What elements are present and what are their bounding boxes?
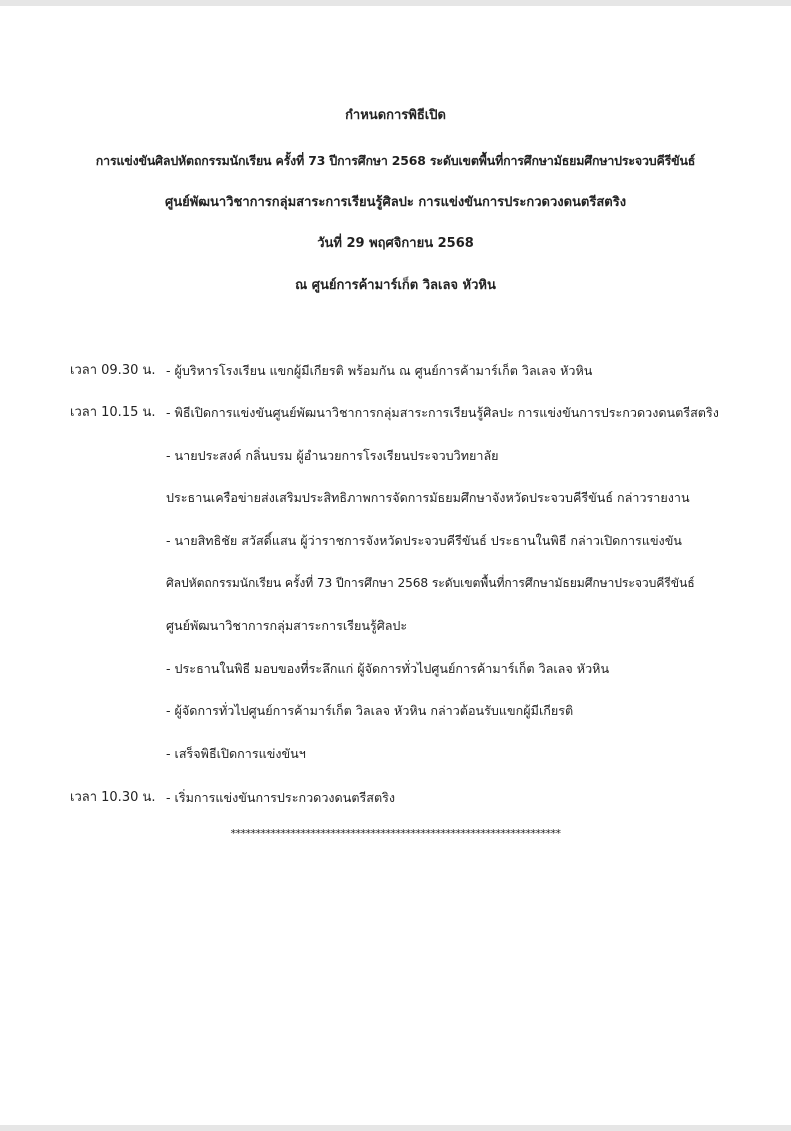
schedule-item-arrival: - ผู้บริหารโรงเรียน แขกผู้มีเกียรติ พร้อมกัน ณ ศูนย์การค้ามาร์เก็ต วิลเลจ หัวหิน bbox=[166, 363, 593, 378]
schedule-time-1030: เวลา 10.30 น. bbox=[70, 790, 156, 805]
competition-title: การแข่งขันศิลปหัตถกรรมนักเรียน ครั้งที่ 73 ปีการศึกษา 2568 ระดับเขตพื้นที่การศึกษามัธยมศึกษาประจวบคีรีขันธ์ bbox=[95, 153, 696, 168]
document-page bbox=[0, 6, 791, 1125]
schedule-item-opening: - พิธีเปิดการแข่งขันศูนย์พัฒนาวิชาการกลุ่มสาระการเรียนรู้ศิลปะ การแข่งขันการประกวดวงดนตรีสตริง bbox=[166, 405, 719, 420]
schedule-item-reporter: - นายประสงค์ กลิ่นบรม ผู้อำนวยการโรงเรียนประจวบวิทยาลัย bbox=[166, 448, 499, 463]
schedule-item-chairman-cont2: ศูนย์พัฒนาวิชาการกลุ่มสาระการเรียนรู้ศิลปะ bbox=[166, 618, 408, 633]
schedule-item-chairman: - นายสิทธิชัย สวัสดิ์แสน ผู้ว่าราชการจังหวัดประจวบคีรีขันธ์ ประธานในพิธี กล่าวเปิดการแข่งขัน bbox=[166, 533, 682, 548]
schedule-item-welcome: - ผู้จัดการทั่วไปศูนย์การค้ามาร์เก็ต วิลเลจ หัวหิน กล่าวต้อนรับแขกผู้มีเกียรติ bbox=[166, 703, 574, 718]
event-venue: ณ ศูนย์การค้ามาร์เก็ต วิลเลจ หัวหิน bbox=[295, 278, 496, 293]
schedule-item-chairman-cont: ศิลปหัตถกรรมนักเรียน ครั้งที่ 73 ปีการศึกษา 2568 ระดับเขตพื้นที่การศึกษามัธยมศึกษาประจวบคีรีขันธ์ bbox=[166, 576, 695, 590]
ceremony-title: กำหนดการพิธีเปิด bbox=[345, 108, 446, 123]
event-date: วันที่ 29 พฤศจิกายน 2568 bbox=[317, 236, 474, 251]
schedule-item-souvenir: - ประธานในพิธี มอบของที่ระลึกแก่ ผู้จัดการทั่วไปศูนย์การค้ามาร์เก็ต วิลเลจ หัวหิน bbox=[166, 661, 610, 676]
schedule-item-ceremony-end: - เสร็จพิธีเปิดการแข่งขันฯ bbox=[166, 746, 306, 761]
center-title: ศูนย์พัฒนาวิชาการกลุ่มสาระการเรียนรู้ศิลปะ การแข่งขันการประกวดวงดนตรีสตริง bbox=[164, 195, 627, 210]
schedule-item-competition-start: - เริ่มการแข่งขันการประกวดวงดนตรีสตริง bbox=[166, 790, 396, 805]
schedule-item-reporter-role: ประธานเครือข่ายส่งเสริมประสิทธิภาพการจัดการมัธยมศึกษาจังหวัดประจวบคีรีขันธ์ กล่าวรายงาน bbox=[166, 490, 690, 505]
schedule-time-1015: เวลา 10.15 น. bbox=[70, 405, 156, 420]
end-divider: ****************************************************************** bbox=[230, 827, 561, 840]
schedule-time-0930: เวลา 09.30 น. bbox=[70, 363, 156, 378]
